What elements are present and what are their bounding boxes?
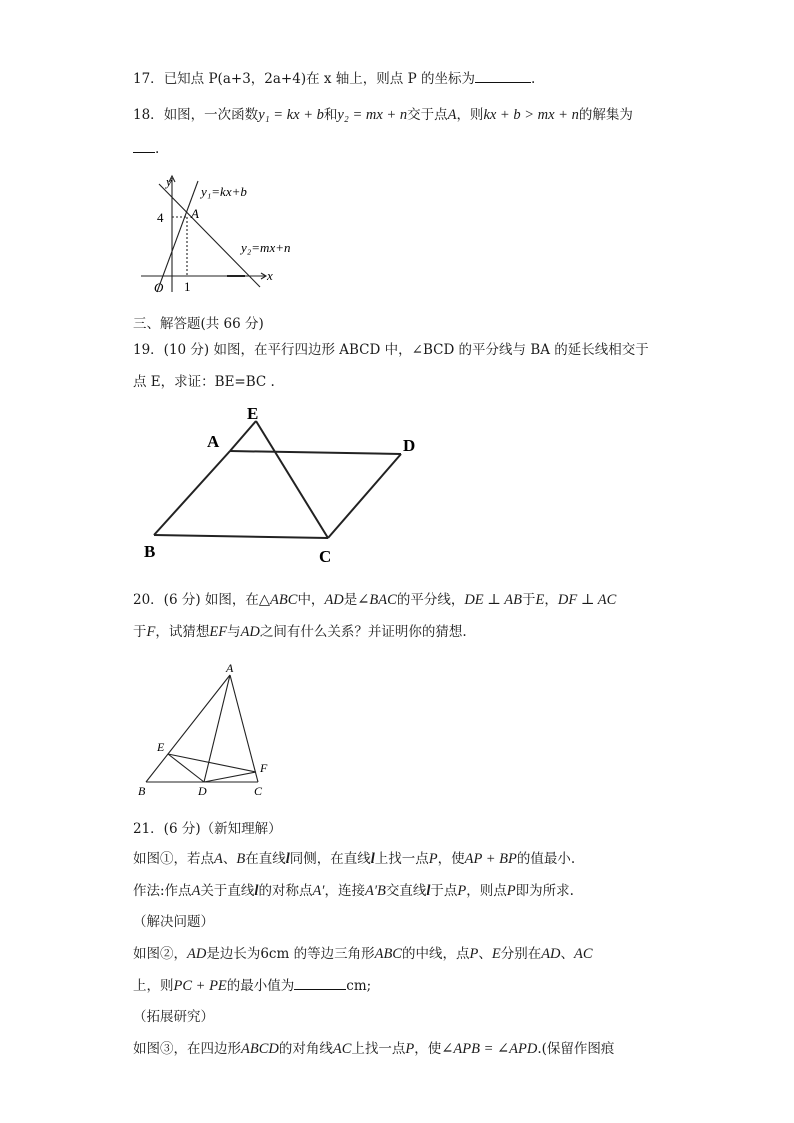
side-ac xyxy=(230,675,258,782)
q21-p2-l: l xyxy=(254,883,259,899)
q21-p5-text-e: .(保留作图痕 xyxy=(537,1041,615,1057)
q18-inequality: kx + b > mx + n xyxy=(483,107,579,123)
q17-number: 17． xyxy=(133,71,164,87)
q18-number: 18． xyxy=(133,107,164,123)
line-y2 xyxy=(159,184,260,287)
q21-p5-text-c: 上找一点 xyxy=(351,1041,406,1057)
q21-p1-sep: 、 xyxy=(222,851,237,867)
q21-paragraph-3 xyxy=(133,942,593,963)
q20-perp-1: DE ⊥ AB xyxy=(464,592,522,608)
bisector-ce xyxy=(256,421,328,538)
section-3-title: 三、解答题(共 66 分) xyxy=(133,316,264,332)
fig20-label-f: F xyxy=(260,761,268,775)
q21-p2-text-d: ，连接 xyxy=(324,883,365,899)
q21-p3-p: P xyxy=(469,946,479,962)
q20-e: E xyxy=(535,592,545,608)
fig19-label-c: C xyxy=(319,547,332,566)
q20-text-9: 之间有什么关系？并证明你的猜想. xyxy=(259,624,467,640)
question-20-line-1 xyxy=(133,588,616,609)
q20-figure xyxy=(135,660,285,800)
side-bc xyxy=(154,535,328,538)
q17-text: 已知点 P(a+3，2a+4)在 x 轴上，则点 P 的坐标为 xyxy=(163,71,475,87)
q21-p2-text-h: 即为所求. xyxy=(515,883,574,899)
q18-eq1: y₁ = kx + b xyxy=(258,107,324,123)
q21-p1-text-b: 在直线 xyxy=(245,851,286,867)
q21-p2-text-e: 交直线 xyxy=(385,883,427,899)
q21-p1-text-d: 上找一点 xyxy=(374,851,429,867)
fig18-point-a: A xyxy=(191,206,199,221)
q21-p1-a: A xyxy=(214,851,223,867)
q21-p4-text-a: 上，则 xyxy=(133,978,174,994)
side-dc xyxy=(328,454,401,538)
q21-p1-l2: l xyxy=(370,851,375,867)
question-19-line-1: 19．(10 分) 如图，在平行四边形 ABCD 中，∠BCD 的平分线与 BA 的延长线相交于 xyxy=(133,342,649,358)
question-20-line-2 xyxy=(133,620,467,641)
q21-p5-text-a: 如图③，在四边形 xyxy=(133,1041,241,1057)
fig20-label-e: E xyxy=(157,740,165,754)
q21-paragraph-2 xyxy=(133,879,574,900)
q21-p4-text-c: cm; xyxy=(346,978,372,994)
q21-p1-text-c: 同侧，在直线 xyxy=(289,851,371,867)
q20-text-5: ， xyxy=(544,592,558,608)
fig20-label-a: A xyxy=(226,661,234,675)
q18-text-1: 如图，一次函数 xyxy=(163,107,259,123)
fig19-label-d: D xyxy=(403,436,416,455)
fig18-tick-1: 1 xyxy=(184,279,191,294)
side-ad xyxy=(230,451,401,454)
fig20-label-b: B xyxy=(138,784,146,798)
q18-answer-line xyxy=(133,140,159,157)
q21-p2-l2: l xyxy=(426,883,431,899)
q21-p3-ac: AC xyxy=(574,946,593,962)
q21-p3-text-b: 是边长为6cm 的等边三角形 xyxy=(206,946,375,962)
q17-end: . xyxy=(530,71,536,87)
q21-p3-text-a: 如图②， xyxy=(133,946,187,962)
q18-text-5: 的解集为 xyxy=(578,107,633,123)
q20-text-1: 中， xyxy=(297,592,325,608)
q20-perp-2: DF ⊥ AC xyxy=(557,592,617,608)
fig20-label-d: D xyxy=(198,784,207,798)
q21-paragraph-5 xyxy=(133,1037,614,1058)
q21-p3-sep2: 、 xyxy=(560,946,575,962)
q21-p2-text-c: 的对称点 xyxy=(258,883,313,899)
side-ba xyxy=(154,451,230,535)
q18-point-a: A xyxy=(447,107,457,123)
q21-p2-text-a: 作法:作点 xyxy=(133,883,192,899)
q21-p1-expr: AP + BP xyxy=(464,851,517,867)
q20-ad: AD xyxy=(324,592,344,608)
q21-p5-text-d: ，使 xyxy=(414,1041,442,1057)
q20-text-7: ，试猜想 xyxy=(155,624,210,640)
question-19-line-2: 点 E，求证：BE=BC . xyxy=(133,374,275,390)
q20-text-4: 于 xyxy=(522,592,536,608)
q21-p3-abc: ABC xyxy=(374,946,402,962)
q21-paragraph-4 xyxy=(133,974,371,995)
q21-p4-expr: PC + PE xyxy=(173,978,227,994)
q20-text-3: 的平分线， xyxy=(396,592,465,608)
q21-p3-ad2: AD xyxy=(541,946,561,962)
q19-figure xyxy=(140,400,420,570)
perp-df xyxy=(204,772,256,782)
q18-answer-blank xyxy=(133,140,155,153)
q21-p2-p: P xyxy=(457,883,467,899)
q21-p2-text-f: 于点 xyxy=(430,883,458,899)
q18-text-3: 交于点 xyxy=(407,107,448,123)
q20-f: F xyxy=(146,624,156,640)
q21-p3-sep: 、 xyxy=(478,946,492,962)
q21-p4-text-b: 的最小值为 xyxy=(226,978,295,994)
q21-p1-text-f: 的值最小. xyxy=(516,851,576,867)
fig18-tick-4: 4 xyxy=(157,210,164,225)
fig18-label-y2: y₂=mx+n xyxy=(241,240,291,255)
q21-paragraph-1 xyxy=(133,847,575,868)
q21-p5-p: P xyxy=(405,1041,415,1057)
q21-p3-text-d: 分别在 xyxy=(500,946,542,962)
q21-heading-solve: （解决问题） xyxy=(133,914,214,930)
q20-text-6: 于 xyxy=(133,624,147,640)
q18-eq2: y₂ = mx + n xyxy=(337,107,408,123)
q21-answer-blank xyxy=(294,977,346,990)
q21-p3-text-c: 的中线，点 xyxy=(401,946,470,962)
q21-p1-p: P xyxy=(428,851,438,867)
q18-figure xyxy=(135,170,315,300)
q21-p2-text-b: 关于直线 xyxy=(200,883,255,899)
q21-p1-text-a: 如图①，若点 xyxy=(133,851,214,867)
q20-text-2: 是 xyxy=(343,592,358,608)
q20-angle: ∠BAC xyxy=(357,592,397,608)
question-18 xyxy=(133,103,633,124)
q21-p5-ac: AC xyxy=(332,1041,352,1057)
fig19-label-a: A xyxy=(207,432,220,451)
fig18-x-label: x xyxy=(267,268,273,283)
fig18-label-y1: y₁=kx+b xyxy=(201,184,247,199)
q21-heading-extend: （拓展研究） xyxy=(133,1009,214,1025)
q18-text-2: 和 xyxy=(323,107,338,123)
fig19-label-b: B xyxy=(144,542,156,561)
q20-triangle: △ABC xyxy=(258,592,298,608)
q20-text-8: 与 xyxy=(227,624,241,640)
q21-p5-text-b: 的对角线 xyxy=(278,1041,333,1057)
q21-p2-text-g: ，则点 xyxy=(466,883,507,899)
q21-p2-a: A xyxy=(191,883,201,899)
extension-ae xyxy=(230,421,256,451)
q17-answer-blank xyxy=(475,70,531,83)
q21-p2-a-prime: A′ xyxy=(312,883,325,899)
segment-ef xyxy=(168,754,256,772)
q20-ad-2: AD xyxy=(240,624,260,640)
q21-p5-abcd: ABCD xyxy=(241,1041,279,1057)
line-y1 xyxy=(157,181,198,292)
q18-end: . xyxy=(155,141,160,157)
q21-p1-l: l xyxy=(285,851,290,867)
fig18-y-label: y xyxy=(166,174,172,189)
q20-number: 20．(6 分) 如图，在 xyxy=(133,592,259,608)
q21-p3-e: E xyxy=(491,946,501,962)
q21-p3-ad: AD xyxy=(187,946,207,962)
fig19-label-e: E xyxy=(247,404,259,423)
q21-p2-a-prime-b: A′B xyxy=(364,883,386,899)
q20-ef: EF xyxy=(209,624,228,640)
q21-p1-b: B xyxy=(236,851,246,867)
q21-p2-p2: P xyxy=(506,883,516,899)
question-17 xyxy=(133,67,535,87)
question-21-head: 21．(6 分)（新知理解） xyxy=(133,821,282,837)
fig18-origin: O xyxy=(154,280,164,295)
q21-p5-expr: ∠APB = ∠APD xyxy=(441,1041,538,1057)
fig20-label-c: C xyxy=(254,784,263,798)
q18-text-4: ，则 xyxy=(456,107,484,123)
q21-p1-text-e: ，使 xyxy=(437,851,465,867)
